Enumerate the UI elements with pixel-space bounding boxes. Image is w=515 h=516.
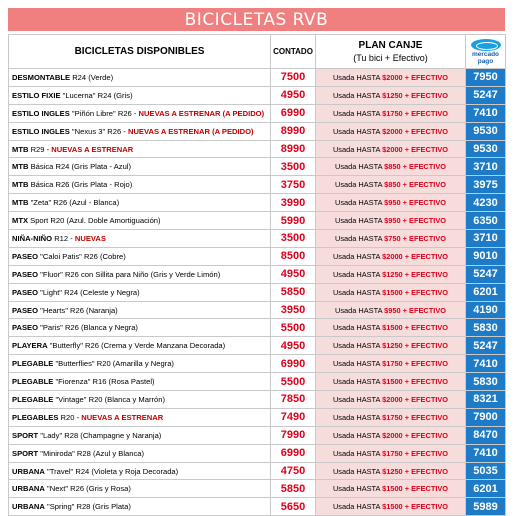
plan-amount bbox=[382, 467, 448, 476]
bike-category: MTB bbox=[12, 198, 29, 208]
contado-price: 3750 bbox=[271, 176, 316, 194]
plan-suffix: + EFECTIVO bbox=[402, 233, 446, 243]
bike-description: "Fluor" R26 con Sillita para Niño (Gris y Verde Limón) bbox=[38, 269, 221, 279]
bike-category: NIÑA-NIÑO bbox=[12, 233, 53, 243]
contado-price: 8990 bbox=[271, 140, 316, 158]
contado-price: 5850 bbox=[271, 283, 316, 301]
mercado-pago-column-header bbox=[466, 35, 506, 69]
plan-canje-cell bbox=[316, 498, 466, 516]
canje-value: $1750 bbox=[382, 108, 403, 118]
page-title: BICICLETAS RVB bbox=[8, 8, 505, 31]
plan-suffix: + EFECTIVO bbox=[404, 144, 449, 154]
bike-name-cell bbox=[9, 69, 271, 87]
mercado-pago-price: 5035 bbox=[466, 462, 506, 480]
bike-name-cell bbox=[9, 283, 271, 301]
plan-canje-cell bbox=[316, 426, 466, 444]
plan-amount bbox=[382, 502, 448, 511]
bike-description: "Next" R26 (Gris y Rosa) bbox=[44, 484, 131, 494]
plan-suffix: + EFECTIVO bbox=[404, 394, 449, 404]
bike-note: NUEVAS A ESTRENAR bbox=[81, 412, 164, 422]
plan-suffix: + EFECTIVO bbox=[402, 198, 446, 208]
plan-canje-cell bbox=[316, 69, 466, 87]
plan-prefix: Usada HASTA bbox=[332, 126, 381, 136]
plan-canje-cell bbox=[316, 444, 466, 462]
plan-suffix: + EFECTIVO bbox=[402, 216, 446, 226]
plan-suffix: + EFECTIVO bbox=[404, 287, 449, 297]
plan-canje-subtitle: (Tu bici + Efectivo) bbox=[353, 52, 428, 63]
bike-category: PLAYERA bbox=[12, 341, 48, 351]
table-row bbox=[9, 337, 506, 355]
contado-price: 4950 bbox=[271, 337, 316, 355]
bike-category: SPORT bbox=[12, 448, 39, 458]
mercado-pago-price: 7900 bbox=[466, 408, 506, 426]
bike-note: NUEVAS A ESTRENAR (A PEDIDO) bbox=[138, 108, 265, 118]
plan-amount bbox=[382, 109, 448, 118]
plan-suffix: + EFECTIVO bbox=[404, 448, 449, 458]
canje-value: $950 bbox=[384, 198, 401, 208]
plan-canje-cell bbox=[316, 158, 466, 176]
price-table bbox=[8, 34, 506, 516]
canje-value: $1750 bbox=[382, 412, 403, 422]
mercado-pago-logo bbox=[466, 36, 505, 68]
plan-prefix: Usada HASTA bbox=[332, 341, 381, 351]
canje-value: $1500 bbox=[382, 377, 403, 387]
bike-description: Básica R26 (Gris Plata - Rojo) bbox=[28, 180, 133, 190]
plan-prefix: Usada HASTA bbox=[332, 90, 381, 100]
bike-description: R20 - bbox=[58, 412, 82, 422]
table-row bbox=[9, 498, 506, 516]
table-row bbox=[9, 426, 506, 444]
plan-canje-column-header bbox=[316, 35, 466, 69]
bike-category: ESTILO FIXIE bbox=[12, 90, 61, 100]
bike-name-cell bbox=[9, 176, 271, 194]
bike-category: PLEGABLE bbox=[12, 377, 54, 387]
plan-amount bbox=[384, 180, 446, 189]
bike-description: "Vintage" R20 (Blanca y Marrón) bbox=[53, 394, 165, 404]
bike-category: ESTILO INGLES bbox=[12, 126, 70, 136]
table-row bbox=[9, 69, 506, 87]
plan-canje-cell bbox=[316, 301, 466, 319]
canje-value: $1250 bbox=[382, 90, 403, 100]
bike-description: "Piñón Libre" R26 - bbox=[69, 108, 139, 118]
plan-amount bbox=[382, 127, 448, 136]
plan-canje-cell bbox=[316, 140, 466, 158]
plan-amount bbox=[384, 306, 446, 315]
canje-value: $1750 bbox=[382, 359, 403, 369]
contado-price: 4750 bbox=[271, 462, 316, 480]
plan-prefix: Usada HASTA bbox=[332, 144, 381, 154]
plan-canje-cell bbox=[316, 462, 466, 480]
plan-amount bbox=[382, 449, 448, 458]
plan-amount bbox=[382, 323, 448, 332]
canje-value: $2000 bbox=[382, 144, 403, 154]
plan-canje-cell bbox=[316, 230, 466, 248]
bike-name-cell bbox=[9, 122, 271, 140]
bike-name-cell bbox=[9, 498, 271, 516]
canje-value: $750 bbox=[384, 233, 401, 243]
mercado-pago-price: 5989 bbox=[466, 498, 506, 516]
plan-canje-title: PLAN CANJE bbox=[358, 39, 423, 51]
plan-suffix: + EFECTIVO bbox=[404, 466, 449, 476]
contado-price: 3500 bbox=[271, 230, 316, 248]
mercado-pago-price: 9530 bbox=[466, 140, 506, 158]
canje-value: $1250 bbox=[382, 269, 403, 279]
canje-value: $1500 bbox=[382, 502, 403, 512]
plan-suffix: + EFECTIVO bbox=[402, 162, 446, 172]
plan-prefix: Usada HASTA bbox=[334, 180, 383, 190]
plan-prefix: Usada HASTA bbox=[332, 502, 381, 512]
mercado-pago-price: 7410 bbox=[466, 355, 506, 373]
mercado-pago-price: 5830 bbox=[466, 319, 506, 337]
bike-category: PASEO bbox=[12, 305, 39, 315]
plan-suffix: + EFECTIVO bbox=[404, 430, 449, 440]
plan-prefix: Usada HASTA bbox=[334, 305, 383, 315]
plan-prefix: Usada HASTA bbox=[332, 484, 381, 494]
table-row bbox=[9, 104, 506, 122]
plan-canje-cell bbox=[316, 122, 466, 140]
bike-category: PASEO bbox=[12, 323, 39, 333]
mercado-pago-price: 5247 bbox=[466, 86, 506, 104]
mercado-pago-price: 6201 bbox=[466, 283, 506, 301]
mercado-pago-price: 5830 bbox=[466, 373, 506, 391]
bike-name-cell bbox=[9, 230, 271, 248]
canje-value: $2000 bbox=[382, 394, 403, 404]
bike-description: "Paris" R26 (Blanca y Negra) bbox=[38, 323, 138, 333]
bike-category: PASEO bbox=[12, 287, 39, 297]
contado-price: 5650 bbox=[271, 498, 316, 516]
bike-description: "Fiorenza" R16 (Rosa Pastel) bbox=[53, 377, 155, 387]
contado-price: 6990 bbox=[271, 355, 316, 373]
table-row bbox=[9, 408, 506, 426]
contado-price: 8990 bbox=[271, 122, 316, 140]
mercado-pago-price: 6201 bbox=[466, 480, 506, 498]
canje-value: $950 bbox=[384, 305, 401, 315]
plan-prefix: Usada HASTA bbox=[332, 108, 381, 118]
bike-description: "Butterflies" R20 (Amarilla y Negra) bbox=[53, 359, 174, 369]
contado-price: 5500 bbox=[271, 319, 316, 337]
bike-description: Básica R24 (Gris Plata - Azul) bbox=[28, 162, 132, 172]
bike-name-cell bbox=[9, 158, 271, 176]
plan-canje-cell bbox=[316, 104, 466, 122]
contado-price: 5850 bbox=[271, 480, 316, 498]
bike-category: MTB bbox=[12, 162, 29, 172]
bike-name-cell bbox=[9, 140, 271, 158]
canje-value: $850 bbox=[384, 180, 401, 190]
canje-value: $2000 bbox=[382, 126, 403, 136]
plan-amount bbox=[384, 198, 446, 207]
contado-price: 3990 bbox=[271, 194, 316, 212]
bike-name-cell bbox=[9, 247, 271, 265]
bike-note: NUEVAS A ESTRENAR bbox=[51, 144, 134, 154]
plan-prefix: Usada HASTA bbox=[332, 377, 381, 387]
table-row bbox=[9, 391, 506, 409]
plan-canje-cell bbox=[316, 265, 466, 283]
contado-price: 3950 bbox=[271, 301, 316, 319]
canje-value: $1500 bbox=[382, 484, 403, 494]
plan-suffix: + EFECTIVO bbox=[404, 269, 449, 279]
table-row bbox=[9, 373, 506, 391]
plan-amount bbox=[382, 395, 448, 404]
mercado-pago-price: 4190 bbox=[466, 301, 506, 319]
plan-prefix: Usada HASTA bbox=[332, 287, 381, 297]
bike-category: URBANA bbox=[12, 502, 45, 512]
table-row bbox=[9, 140, 506, 158]
contado-price: 7850 bbox=[271, 391, 316, 409]
plan-suffix: + EFECTIVO bbox=[404, 359, 449, 369]
table-row bbox=[9, 444, 506, 462]
plan-canje-cell bbox=[316, 408, 466, 426]
mercado-pago-price: 6350 bbox=[466, 212, 506, 230]
bike-description: "Spring" R28 (Gris Plata) bbox=[44, 502, 131, 512]
bike-description: "Hearts" R26 (Naranja) bbox=[38, 305, 118, 315]
canje-value: $1750 bbox=[382, 448, 403, 458]
plan-prefix: Usada HASTA bbox=[332, 448, 381, 458]
plan-amount bbox=[382, 413, 448, 422]
plan-amount bbox=[382, 341, 448, 350]
table-row bbox=[9, 176, 506, 194]
canje-value: $2000 bbox=[382, 72, 403, 82]
bike-description: "Travel" R24 (Violeta y Roja Decorada) bbox=[44, 466, 179, 476]
bike-name-cell bbox=[9, 104, 271, 122]
table-row bbox=[9, 122, 506, 140]
bike-description: "Light" R24 (Celeste y Negra) bbox=[38, 287, 140, 297]
canje-value: $1250 bbox=[382, 341, 403, 351]
mercado-pago-price: 3710 bbox=[466, 158, 506, 176]
canje-value: $850 bbox=[384, 162, 401, 172]
bike-name-cell bbox=[9, 408, 271, 426]
mp-logo-line1: mercado bbox=[471, 50, 500, 58]
plan-amount bbox=[384, 162, 446, 171]
bike-category: MTB bbox=[12, 180, 29, 190]
plan-prefix: Usada HASTA bbox=[334, 216, 383, 226]
bike-description: "Butterfly" R26 (Crema y Verde Manzana Decorada) bbox=[47, 341, 226, 351]
plan-canje-cell bbox=[316, 373, 466, 391]
contado-price: 5990 bbox=[271, 212, 316, 230]
plan-prefix: Usada HASTA bbox=[332, 412, 381, 422]
bike-category: PLEGABLE bbox=[12, 359, 54, 369]
bike-description: Sport R20 (Azul. Doble Amortiguación) bbox=[28, 216, 161, 226]
bike-name-cell bbox=[9, 194, 271, 212]
bike-name-cell bbox=[9, 480, 271, 498]
canje-value: $1250 bbox=[382, 466, 403, 476]
plan-canje-cell bbox=[316, 212, 466, 230]
plan-amount bbox=[382, 288, 448, 297]
plan-amount bbox=[382, 145, 448, 154]
plan-suffix: + EFECTIVO bbox=[404, 484, 449, 494]
plan-suffix: + EFECTIVO bbox=[404, 126, 449, 136]
bike-description: "Nexus 3" R26 - bbox=[69, 126, 128, 136]
plan-canje-cell bbox=[316, 319, 466, 337]
handshake-icon bbox=[471, 39, 501, 51]
bike-name-cell bbox=[9, 212, 271, 230]
bike-description: R24 (Verde) bbox=[70, 72, 114, 82]
table-row bbox=[9, 283, 506, 301]
plan-amount bbox=[382, 270, 448, 279]
table-row bbox=[9, 480, 506, 498]
plan-canje-cell bbox=[316, 176, 466, 194]
bike-name-cell bbox=[9, 391, 271, 409]
plan-prefix: Usada HASTA bbox=[334, 233, 383, 243]
plan-amount bbox=[382, 73, 448, 82]
plan-prefix: Usada HASTA bbox=[332, 323, 381, 333]
canje-value: $950 bbox=[384, 216, 401, 226]
plan-prefix: Usada HASTA bbox=[332, 251, 381, 261]
bike-name-cell bbox=[9, 373, 271, 391]
plan-prefix: Usada HASTA bbox=[332, 394, 381, 404]
mercado-pago-price: 5247 bbox=[466, 265, 506, 283]
table-row bbox=[9, 462, 506, 480]
bike-category: PLEGABLES bbox=[12, 412, 59, 422]
table-row bbox=[9, 212, 506, 230]
contado-price: 8500 bbox=[271, 247, 316, 265]
bike-description: "Miniroda" R28 (Azul y Blanca) bbox=[38, 448, 145, 458]
plan-canje-cell bbox=[316, 283, 466, 301]
contado-column-header: CONTADO bbox=[271, 35, 316, 69]
mercado-pago-price: 7410 bbox=[466, 444, 506, 462]
plan-amount bbox=[382, 91, 448, 100]
bike-category: ESTILO INGLES bbox=[12, 108, 70, 118]
plan-suffix: + EFECTIVO bbox=[404, 412, 449, 422]
table-row bbox=[9, 319, 506, 337]
plan-amount bbox=[384, 234, 446, 243]
contado-price: 7490 bbox=[271, 408, 316, 426]
bike-description: "Lady" R28 (Champagne y Naranja) bbox=[38, 430, 162, 440]
bike-description: R12 - bbox=[52, 233, 75, 243]
bikes-column-header: BICICLETAS DISPONIBLES bbox=[9, 35, 271, 69]
plan-canje-cell bbox=[316, 247, 466, 265]
plan-amount bbox=[382, 484, 448, 493]
plan-suffix: + EFECTIVO bbox=[404, 251, 449, 261]
mercado-pago-price: 3710 bbox=[466, 230, 506, 248]
mercado-pago-price: 7410 bbox=[466, 104, 506, 122]
bike-description: R29 - bbox=[28, 144, 52, 154]
plan-canje-cell bbox=[316, 480, 466, 498]
bike-name-cell bbox=[9, 462, 271, 480]
contado-price: 3500 bbox=[271, 158, 316, 176]
bike-category: SPORT bbox=[12, 430, 39, 440]
bike-category: URBANA bbox=[12, 484, 45, 494]
bike-category: MTB bbox=[12, 144, 29, 154]
canje-value: $2000 bbox=[382, 251, 403, 261]
table-row bbox=[9, 230, 506, 248]
plan-amount bbox=[382, 377, 448, 386]
mercado-pago-price: 9530 bbox=[466, 122, 506, 140]
plan-prefix: Usada HASTA bbox=[332, 430, 381, 440]
contado-price: 6990 bbox=[271, 104, 316, 122]
plan-canje-cell bbox=[316, 86, 466, 104]
table-row bbox=[9, 301, 506, 319]
plan-prefix: Usada HASTA bbox=[332, 359, 381, 369]
header-row bbox=[9, 35, 506, 69]
plan-suffix: + EFECTIVO bbox=[402, 180, 446, 190]
mercado-pago-price: 5247 bbox=[466, 337, 506, 355]
plan-prefix: Usada HASTA bbox=[332, 269, 381, 279]
mercado-pago-price: 8321 bbox=[466, 391, 506, 409]
bike-category: PLEGABLE bbox=[12, 394, 54, 404]
plan-amount bbox=[382, 431, 448, 440]
mercado-pago-price: 7950 bbox=[466, 69, 506, 87]
bike-description: "Caloi Patis" R26 (Cobre) bbox=[38, 251, 126, 261]
mercado-pago-price: 3975 bbox=[466, 176, 506, 194]
canje-value: $1500 bbox=[382, 287, 403, 297]
plan-suffix: + EFECTIVO bbox=[404, 323, 449, 333]
bike-name-cell bbox=[9, 86, 271, 104]
contado-price: 6990 bbox=[271, 444, 316, 462]
mercado-pago-price: 9010 bbox=[466, 247, 506, 265]
bike-description: "Lucerna" R24 (Gris) bbox=[60, 90, 133, 100]
table-row bbox=[9, 247, 506, 265]
bike-name-cell bbox=[9, 355, 271, 373]
bike-category: URBANA bbox=[12, 466, 45, 476]
table-row bbox=[9, 86, 506, 104]
bike-category: DESMONTABLE bbox=[12, 72, 71, 82]
bike-category: MTX bbox=[12, 216, 29, 226]
contado-price: 7990 bbox=[271, 426, 316, 444]
plan-canje-cell bbox=[316, 391, 466, 409]
bike-name-cell bbox=[9, 426, 271, 444]
contado-price: 4950 bbox=[271, 86, 316, 104]
plan-suffix: + EFECTIVO bbox=[404, 90, 449, 100]
plan-suffix: + EFECTIVO bbox=[404, 341, 449, 351]
plan-suffix: + EFECTIVO bbox=[402, 305, 446, 315]
plan-canje-cell bbox=[316, 337, 466, 355]
plan-prefix: Usada HASTA bbox=[334, 198, 383, 208]
plan-prefix: Usada HASTA bbox=[332, 466, 381, 476]
canje-value: $2000 bbox=[382, 430, 403, 440]
contado-price: 7500 bbox=[271, 69, 316, 87]
bike-category: PASEO bbox=[12, 251, 39, 261]
plan-amount bbox=[384, 216, 446, 225]
bike-note: NUEVAS bbox=[74, 233, 106, 243]
table-row bbox=[9, 265, 506, 283]
bike-name-cell bbox=[9, 265, 271, 283]
mercado-pago-logo-text bbox=[472, 51, 499, 65]
bike-category: PASEO bbox=[12, 269, 39, 279]
plan-suffix: + EFECTIVO bbox=[404, 108, 449, 118]
bike-note: NUEVAS A ESTRENAR (A PEDIDO) bbox=[127, 126, 254, 136]
plan-suffix: + EFECTIVO bbox=[404, 377, 449, 387]
mercado-pago-price: 8470 bbox=[466, 426, 506, 444]
plan-amount bbox=[382, 359, 448, 368]
plan-prefix: Usada HASTA bbox=[332, 72, 381, 82]
bike-name-cell bbox=[9, 319, 271, 337]
bike-name-cell bbox=[9, 337, 271, 355]
plan-prefix: Usada HASTA bbox=[334, 162, 383, 172]
contado-price: 4950 bbox=[271, 265, 316, 283]
plan-canje-cell bbox=[316, 194, 466, 212]
mp-logo-line2: pago bbox=[477, 57, 494, 65]
bike-name-cell bbox=[9, 301, 271, 319]
bike-name-cell bbox=[9, 444, 271, 462]
plan-canje-cell bbox=[316, 355, 466, 373]
mercado-pago-price: 4230 bbox=[466, 194, 506, 212]
canje-value: $1500 bbox=[382, 323, 403, 333]
plan-suffix: + EFECTIVO bbox=[404, 72, 449, 82]
bike-description: "Zeta" R26 (Azul - Blanca) bbox=[28, 198, 120, 208]
table-row bbox=[9, 194, 506, 212]
plan-amount bbox=[382, 252, 448, 261]
table-row bbox=[9, 355, 506, 373]
table-row bbox=[9, 158, 506, 176]
contado-price: 5500 bbox=[271, 373, 316, 391]
plan-suffix: + EFECTIVO bbox=[404, 502, 449, 512]
